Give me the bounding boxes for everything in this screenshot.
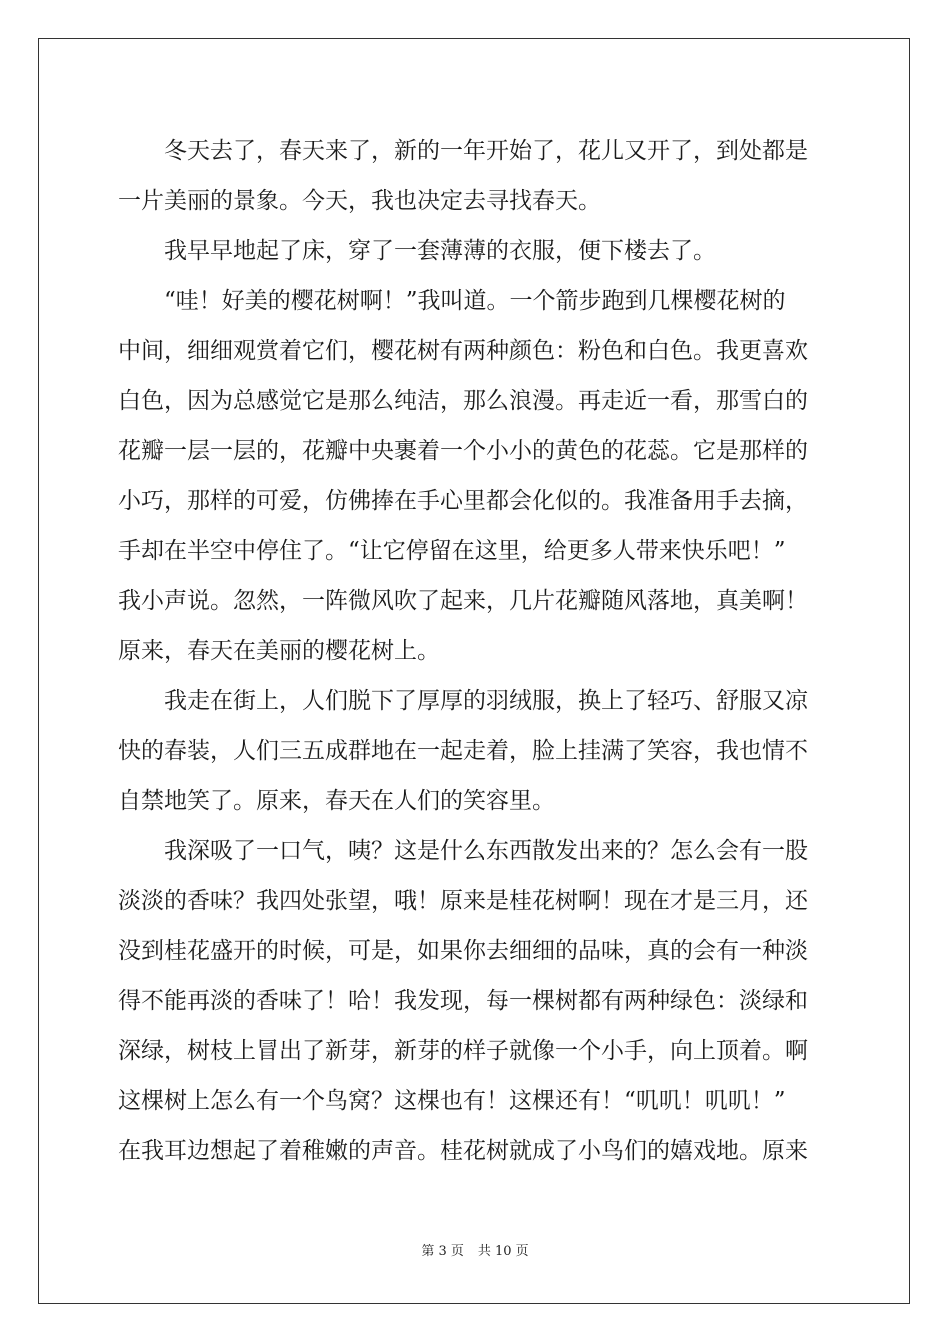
page-number: 第 3 页 — [421, 1244, 464, 1259]
paragraph-line: 手却在半空中停住了。“让它停留在这里，给更多人带来快乐吧！” — [118, 538, 786, 564]
paragraph-line: 我走在街上，人们脱下了厚厚的羽绒服，换上了轻巧、舒服又凉 — [164, 688, 808, 714]
paragraph-line: 花瓣一层一层的，花瓣中央裹着一个小小的黄色的花蕊。它是那样的 — [118, 438, 808, 464]
paragraph-line: 我早早地起了床，穿了一套薄薄的衣服，便下楼去了。 — [164, 238, 716, 264]
paragraph-line: 原来，春天在美丽的樱花树上。 — [118, 638, 440, 664]
paragraph-line: 白色，因为总感觉它是那么纯洁，那么浪漫。再走近一看，那雪白的 — [118, 388, 808, 414]
paragraph-line: 深绿，树枝上冒出了新芽，新芽的样子就像一个小手，向上顶着。啊 — [118, 1038, 808, 1064]
paragraph-line: 自禁地笑了。原来，春天在人们的笑容里。 — [118, 788, 555, 814]
paragraph-line: 得不能再淡的香味了！哈！我发现，每一棵树都有两种绿色：淡绿和 — [118, 988, 808, 1014]
paragraph-line: 小巧，那样的可爱，仿佛捧在手心里都会化似的。我准备用手去摘， — [118, 488, 808, 514]
paragraph-line: 冬天去了，春天来了，新的一年开始了，花儿又开了，到处都是 — [164, 138, 808, 164]
paragraph-line: 淡淡的香味？我四处张望，哦！原来是桂花树啊！现在才是三月，还 — [118, 888, 808, 914]
page-footer — [0, 1243, 950, 1261]
paragraph-line: 我小声说。忽然，一阵微风吹了起来，几片花瓣随风落地，真美啊！ — [118, 588, 808, 614]
paragraph-line: “哇！好美的樱花树啊！”我叫道。一个箭步跑到几棵樱花树的 — [164, 288, 786, 314]
total-pages: 共 10 页 — [477, 1244, 529, 1259]
paragraph-line: 快的春装，人们三五成群地在一起走着，脸上挂满了笑容，我也情不 — [118, 738, 808, 764]
paragraph-line: 我深吸了一口气，咦？这是什么东西散发出来的？怎么会有一股 — [164, 838, 808, 864]
paragraph-line: 中间，细细观赏着它们，樱花树有两种颜色：粉色和白色。我更喜欢 — [118, 338, 808, 364]
paragraph-line: 没到桂花盛开的时候，可是，如果你去细细的品味，真的会有一种淡 — [118, 938, 808, 964]
paragraph-line: 这棵树上怎么有一个鸟窝？这棵也有！这棵还有！“叽叽！叽叽！” — [118, 1088, 786, 1114]
paragraph-line: 一片美丽的景象。今天，我也决定去寻找春天。 — [118, 188, 601, 214]
paragraph-line: 在我耳边想起了着稚嫩的声音。桂花树就成了小鸟们的嬉戏地。原来 — [118, 1138, 808, 1164]
